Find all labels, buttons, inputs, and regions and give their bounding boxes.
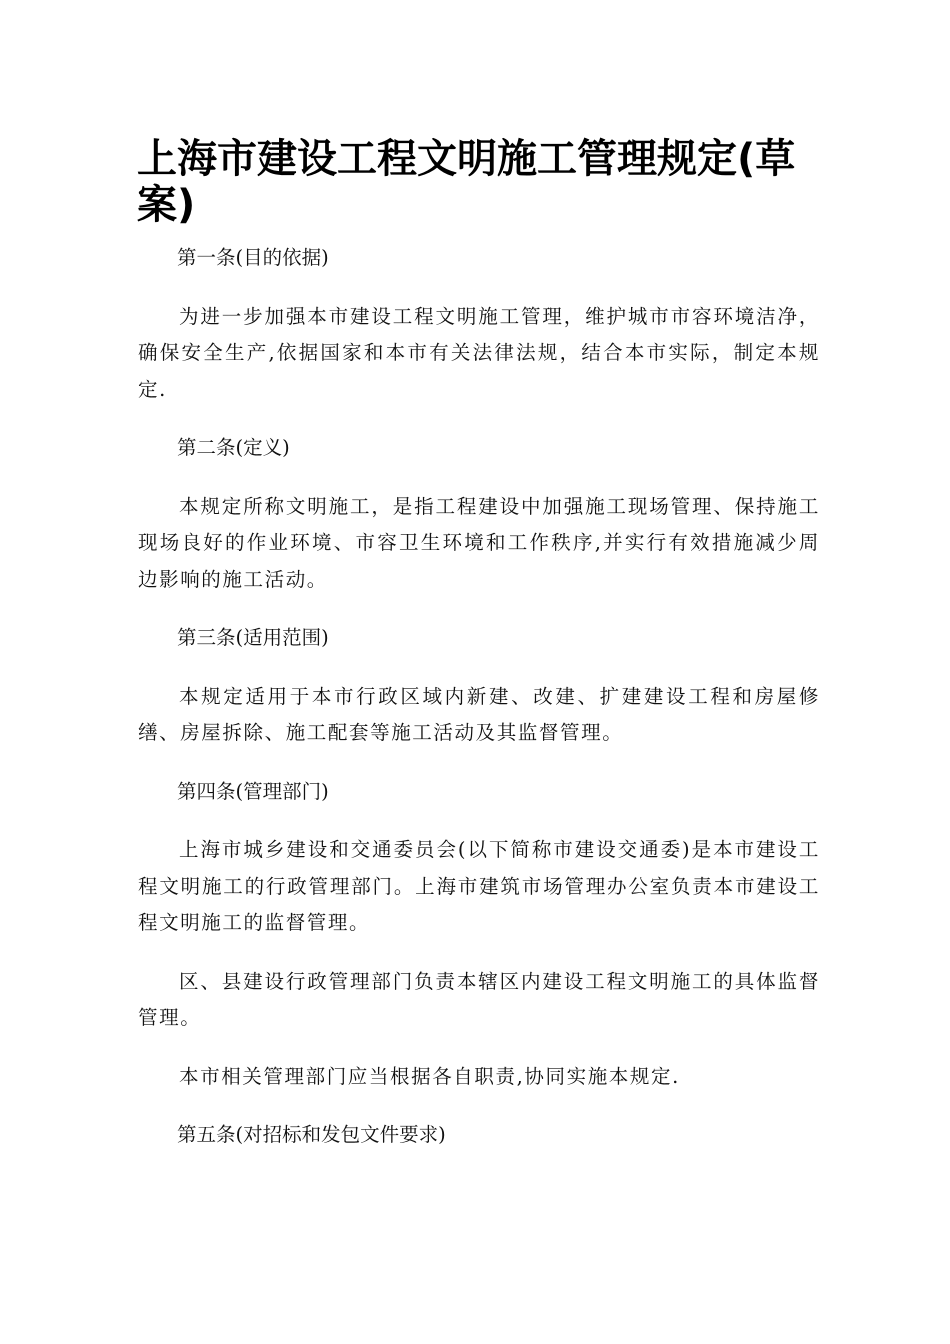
article-paragraph-2: 本规定所称文明施工，是指工程建设中加强施工现场管理、保持施工现场良好的作业环境、市容卫生环境和工作秩序,并实行有效措施减少周边影响的施工活动。	[138, 494, 820, 591]
article-paragraph-4c: 本市相关管理部门应当根据各自职责,协同实施本规定.	[179, 1064, 680, 1088]
article-paragraph-4b: 区、县建设行政管理部门负责本辖区内建设工程文明施工的具体监督管理。	[138, 969, 820, 1029]
article-heading-3: 第三条(适用范围)	[177, 626, 329, 649]
article-paragraph-3: 本规定适用于本市行政区域内新建、改建、扩建建设工程和房屋修缮、房屋拆除、施工配套等施工活动及其监督管理。	[138, 684, 820, 744]
article-heading-1: 第一条(目的依据)	[177, 246, 329, 269]
article-heading-5: 第五条(对招标和发包文件要求)	[177, 1123, 446, 1146]
article-heading-2: 第二条(定义)	[177, 436, 290, 459]
article-paragraph-1: 为进一步加强本市建设工程文明施工管理，维护城市市容环境洁净，确保安全生产,依据国家和本市有关法律法规，结合本市实际，制定本规定.	[138, 304, 820, 401]
article-paragraph-4a: 上海市城乡建设和交通委员会(以下简称市建设交通委)是本市建设工程文明施工的行政管理部门。上海市建筑市场管理办公室负责本市建设工程文明施工的监督管理。	[138, 838, 820, 934]
article-heading-4: 第四条(管理部门)	[177, 779, 329, 803]
document-title: 上海市建设工程文明施工管理规定(草案)	[137, 136, 796, 228]
document-body	[138, 240, 820, 1176]
